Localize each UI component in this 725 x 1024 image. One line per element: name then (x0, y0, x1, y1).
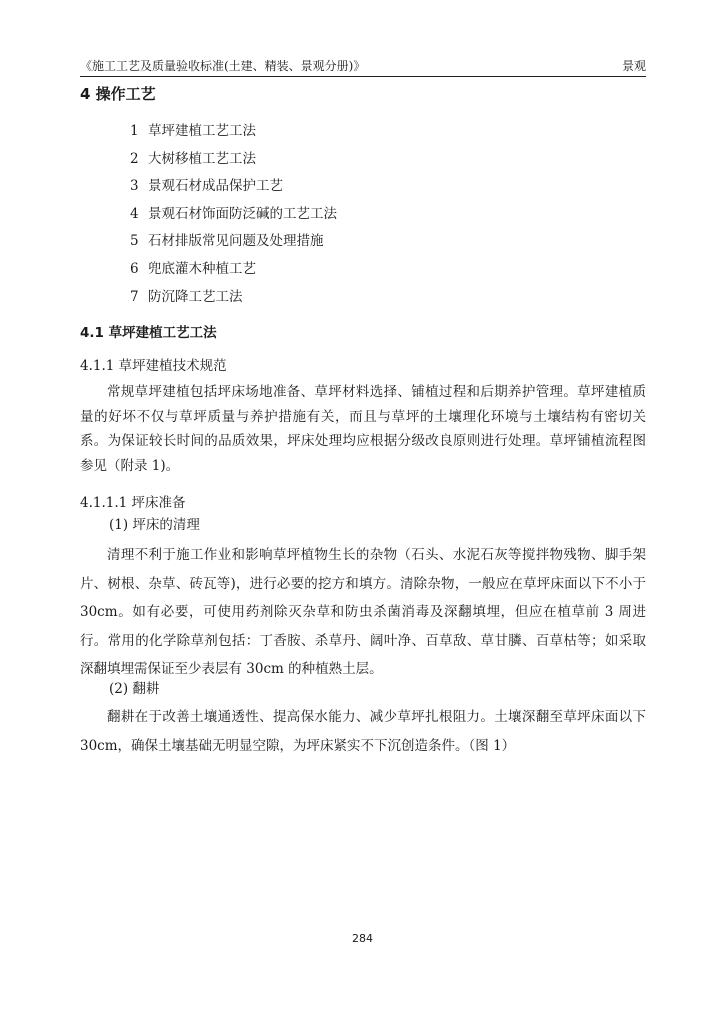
list-item-number: 3 (130, 178, 139, 195)
subsection-title: 4.1.1 草坪建植技术规范 (80, 358, 227, 374)
subsubsection-title: 4.1.1.1 坪床准备 (80, 495, 186, 511)
list-item-label: 防沉降工艺工法 (148, 288, 243, 305)
list-item-number: 1 (130, 123, 139, 139)
list-item (130, 204, 337, 232)
header-book-title: 《施工工艺及质量验收标准(土建、精装、景观分册)》 (80, 59, 366, 73)
chapter-title: 4 操作工艺 (80, 85, 156, 103)
list-item (130, 287, 337, 315)
item-heading-clearing: (1) 坪床的清理 (109, 517, 200, 533)
item-heading-tilling: (2) 翻耕 (109, 681, 160, 697)
list-item-label: 兜底灌木种植工艺 (148, 260, 256, 277)
intro-paragraph: 常规草坪建植包括坪床场地准备、草坪材料选择、铺植过程和后期养护管理。草坪建植质量的好坏不仅与草坪质量与养护措施有关，而且与草坪的土壤理化环境与土壤结构有密切关系。为保证较长时间的品质效果，坪床处理均应根据分级改良原则进行处理。草坪铺植流程图参见（附录 1)。 (80, 384, 646, 474)
page-number: 284 (352, 932, 373, 945)
list-item-number: 2 (130, 150, 139, 167)
list-item-label: 景观石材成品保护工艺 (148, 178, 283, 195)
list-item (130, 259, 337, 287)
list-item-number: 7 (130, 288, 139, 305)
page-header (80, 58, 646, 77)
chapter-contents-list (130, 121, 337, 314)
header-section-label: 景观 (621, 59, 646, 73)
list-item-number: 4 (130, 205, 139, 222)
list-item-label: 大树移植工艺工法 (148, 150, 256, 167)
list-item-label: 草坪建植工艺工法 (148, 123, 256, 139)
list-item-number: 6 (130, 260, 139, 277)
list-item-number: 5 (130, 233, 139, 250)
section-title: 4.1 草坪建植工艺工法 (80, 325, 217, 341)
list-item-label: 石材排版常见问题及处理措施 (148, 233, 324, 250)
list-item-label: 景观石材饰面防泛碱的工艺工法 (148, 205, 337, 222)
list-item (130, 231, 337, 259)
list-item (130, 121, 337, 149)
clearing-paragraph: 清理不利于施工作业和影响草坪植物生长的杂物（石头、水泥石灰等搅拌物残物、脚手架片、树根、杂草、砖瓦等)，进行必要的挖方和填方。清除杂物，一般应在草坪床面以下不小于 30cm。如有必要，可使用药剂除灭杂草和防虫杀菌消毒及深翻填埋，但应在植草前 3 周进行。常用的化学除草剂包括：丁香胺、杀草丹、阔叶净、百草敌、草甘膦、百草枯等；如采取深翻填埋需保证至少表层有 30cm 的种植熟土层。 (80, 547, 646, 677)
list-item (130, 176, 337, 204)
tilling-paragraph: 翻耕在于改善土壤通透性、提高保水能力、减少草坪扎根阻力。土壤深翻至草坪床面以下 30cm，确保土壤基础无明显空隙，为坪床紧实不下沉创造条件。（图 1） (80, 709, 646, 754)
list-item (130, 149, 337, 177)
